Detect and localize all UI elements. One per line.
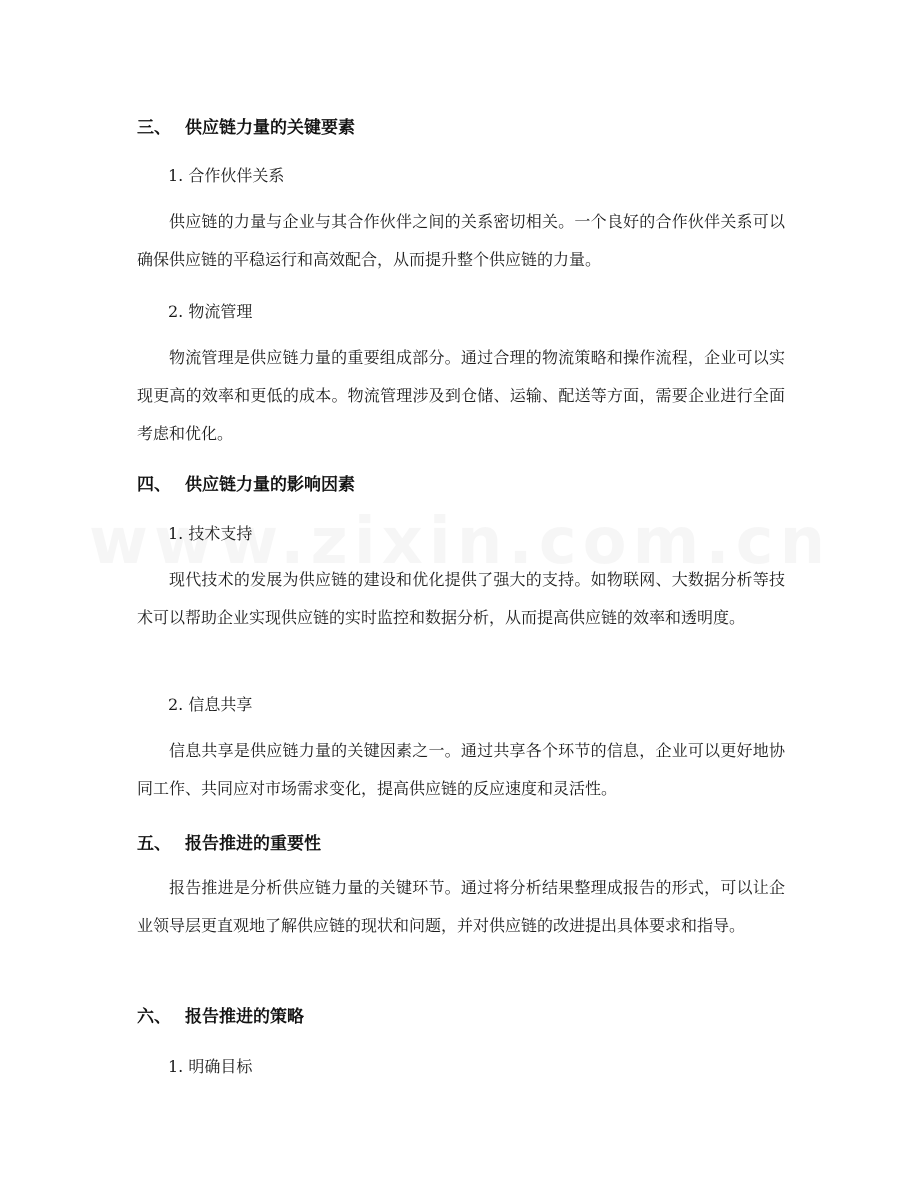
paragraph: 现代技术的发展为供应链的建设和优化提供了强大的支持。如物联网、大数据分析等技术可以帮助企业实现供应链的实时监控和数据分析，从而提高供应链的效率和透明度。 — [137, 570, 785, 627]
subheading-info-sharing: 2. 信息共享 — [168, 695, 253, 714]
section-heading-3 — [137, 113, 355, 138]
paragraph: 供应链的力量与企业与其合作伙伴之间的关系密切相关。一个良好的合作伙伴关系可以确保供应链的平稳运行和高效配合，从而提升整个供应链的力量。 — [137, 212, 785, 269]
paragraph: 报告推进是分析供应链力量的关键环节。通过将分析结果整理成报告的形式，可以让企业领导层更直观地了解供应链的现状和问题，并对供应链的改进提出具体要求和指导。 — [137, 878, 785, 935]
section-number: 六、 — [137, 1007, 171, 1027]
subheading-clear-goals: 1. 明确目标 — [168, 1057, 253, 1076]
paragraph: 信息共享是供应链力量的关键因素之一。通过共享各个环节的信息，企业可以更好地协同工作、共同应对市场需求变化，提高供应链的反应速度和灵活性。 — [137, 741, 785, 798]
section-title: 报告推进的重要性 — [185, 834, 321, 854]
subheading-technology: 1. 技术支持 — [168, 524, 253, 543]
paragraph: 物流管理是供应链力量的重要组成部分。通过合理的物流策略和操作流程，企业可以实现更高的效率和更低的成本。物流管理涉及到仓储、运输、配送等方面，需要企业进行全面考虑和优化。 — [137, 348, 785, 443]
subheading-logistics: 2. 物流管理 — [168, 302, 253, 321]
section-number: 三、 — [137, 118, 171, 138]
section-number: 五、 — [137, 834, 171, 854]
section-number: 四、 — [137, 475, 171, 495]
subheading-partner: 1. 合作伙伴关系 — [168, 166, 285, 185]
section-heading-6 — [137, 1002, 304, 1027]
section-title: 供应链力量的关键要素 — [185, 118, 355, 138]
section-title: 报告推进的策略 — [185, 1007, 304, 1027]
section-heading-4 — [137, 470, 355, 495]
section-heading-5 — [137, 829, 321, 854]
section-title: 供应链力量的影响因素 — [185, 475, 355, 495]
